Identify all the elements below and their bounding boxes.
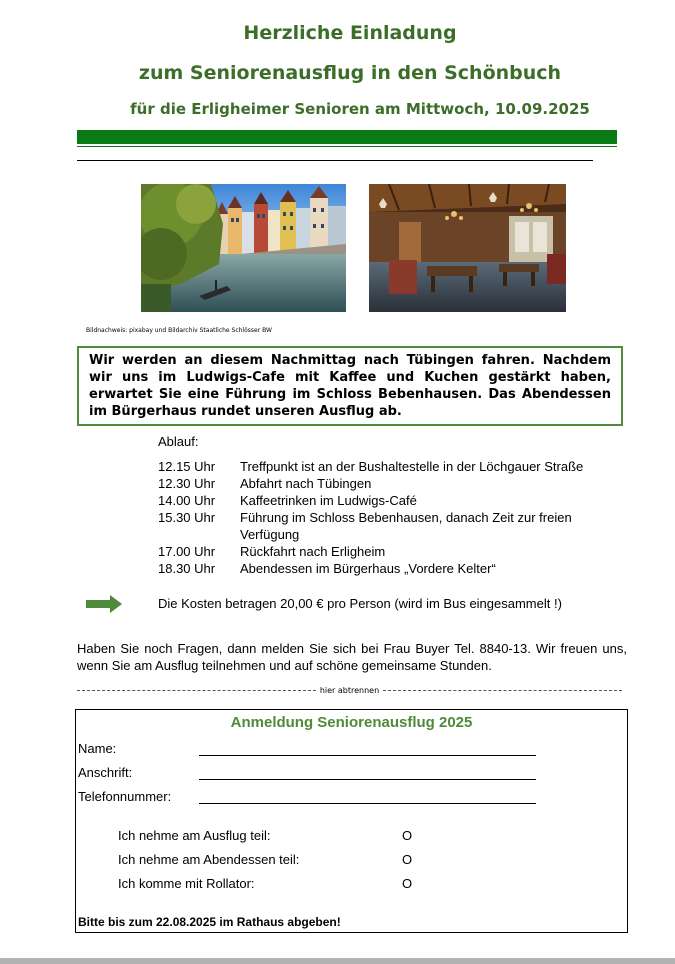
invitation-title: Herzliche Einladung xyxy=(243,22,457,44)
trip-check-label: Ich nehme am Ausflug teil: xyxy=(118,828,271,843)
phone-field[interactable] xyxy=(199,803,536,804)
form-deadline-note: Bitte bis zum 22.08.2025 im Rathaus abgeben! xyxy=(78,915,341,929)
name-label: Name: xyxy=(78,741,117,756)
cut-dash-left xyxy=(77,690,316,691)
schedule-time: 12.30 Uhr xyxy=(158,476,216,491)
cut-dash-right xyxy=(383,690,622,691)
cost-note: Die Kosten betragen 20,00 € pro Person (wird im Bus eingesammelt !) xyxy=(158,596,562,611)
arrow-right-icon xyxy=(86,595,122,613)
schedule-text: Rückfahrt nach Erligheim xyxy=(240,544,386,559)
schedule-text: Abendessen im Bürgerhaus „Vordere Kelter“ xyxy=(240,561,496,576)
schloss-interior-photo xyxy=(369,184,566,312)
green-divider-bar xyxy=(77,130,617,144)
intro-text-box: Wir werden an diesem Nachmittag nach Tübingen fahren. Nachdem wir uns im Ludwigs-Cafe mit Kaffee und Kuchen gestärkt haben, erwartet Sie eine Führung im Schloss Bebenhausen. Das Abendessen im Bürgerhaus rundet unseren Ausflug ab. xyxy=(77,346,623,426)
green-divider-line xyxy=(77,146,617,147)
invitation-date-line: für die Erligheimer Senioren am Mittwoch, 10.09.2025 xyxy=(130,100,590,118)
schedule-list xyxy=(158,458,628,577)
schedule-time: 17.00 Uhr xyxy=(158,544,216,559)
cut-here-label: hier abtrennen xyxy=(319,686,380,695)
schedule-item xyxy=(158,458,628,475)
trip-checkbox[interactable]: O xyxy=(402,828,413,843)
address-field[interactable] xyxy=(199,779,536,780)
schedule-text: Führung im Schloss Bebenhausen, danach Zeit zur freien Verfügung xyxy=(240,510,572,542)
rollator-checkbox[interactable]: O xyxy=(402,876,413,891)
schedule-item xyxy=(158,475,628,492)
schedule-time: 12.15 Uhr xyxy=(158,459,216,474)
black-divider-line xyxy=(77,160,593,161)
cut-here-line xyxy=(77,686,622,695)
dinner-check-label: Ich nehme am Abendessen teil: xyxy=(118,852,300,867)
phone-label: Telefonnummer: xyxy=(78,789,172,804)
schedule-time: 18.30 Uhr xyxy=(158,561,216,576)
photo-credit: Bildnachweis: pixabay und Bildarchiv Staatliche Schlösser BW xyxy=(86,327,272,334)
address-label: Anschrift: xyxy=(78,765,133,780)
schedule-item xyxy=(158,543,628,560)
name-field[interactable] xyxy=(199,755,536,756)
dinner-checkbox[interactable]: O xyxy=(402,852,413,867)
tuebingen-river-photo xyxy=(141,184,346,312)
schedule-time: 14.00 Uhr xyxy=(158,493,216,508)
schedule-text: Kaffeetrinken im Ludwigs-Café xyxy=(240,493,417,508)
schedule-time: 15.30 Uhr xyxy=(158,510,216,525)
rollator-check-label: Ich komme mit Rollator: xyxy=(118,876,255,891)
page-bottom-edge xyxy=(0,958,675,964)
invitation-subtitle: zum Seniorenausflug in den Schönbuch xyxy=(138,62,562,84)
schedule-item xyxy=(158,509,628,543)
schedule-label: Ablauf: xyxy=(158,434,199,449)
contact-paragraph: Haben Sie noch Fragen, dann melden Sie sich bei Frau Buyer Tel. 8840-13. Wir freuen uns, wenn Sie am Ausflug teilnehmen und auf schöne gemeinsame Stunden. xyxy=(77,641,627,673)
form-title: Anmeldung Seniorenausflug 2025 xyxy=(230,714,473,731)
schedule-item xyxy=(158,492,628,509)
schedule-item xyxy=(158,560,628,577)
schedule-text: Abfahrt nach Tübingen xyxy=(240,476,372,491)
registration-form xyxy=(75,709,628,933)
schedule-text: Treffpunkt ist an der Bushaltestelle in der Löchgauer Straße xyxy=(240,459,584,474)
